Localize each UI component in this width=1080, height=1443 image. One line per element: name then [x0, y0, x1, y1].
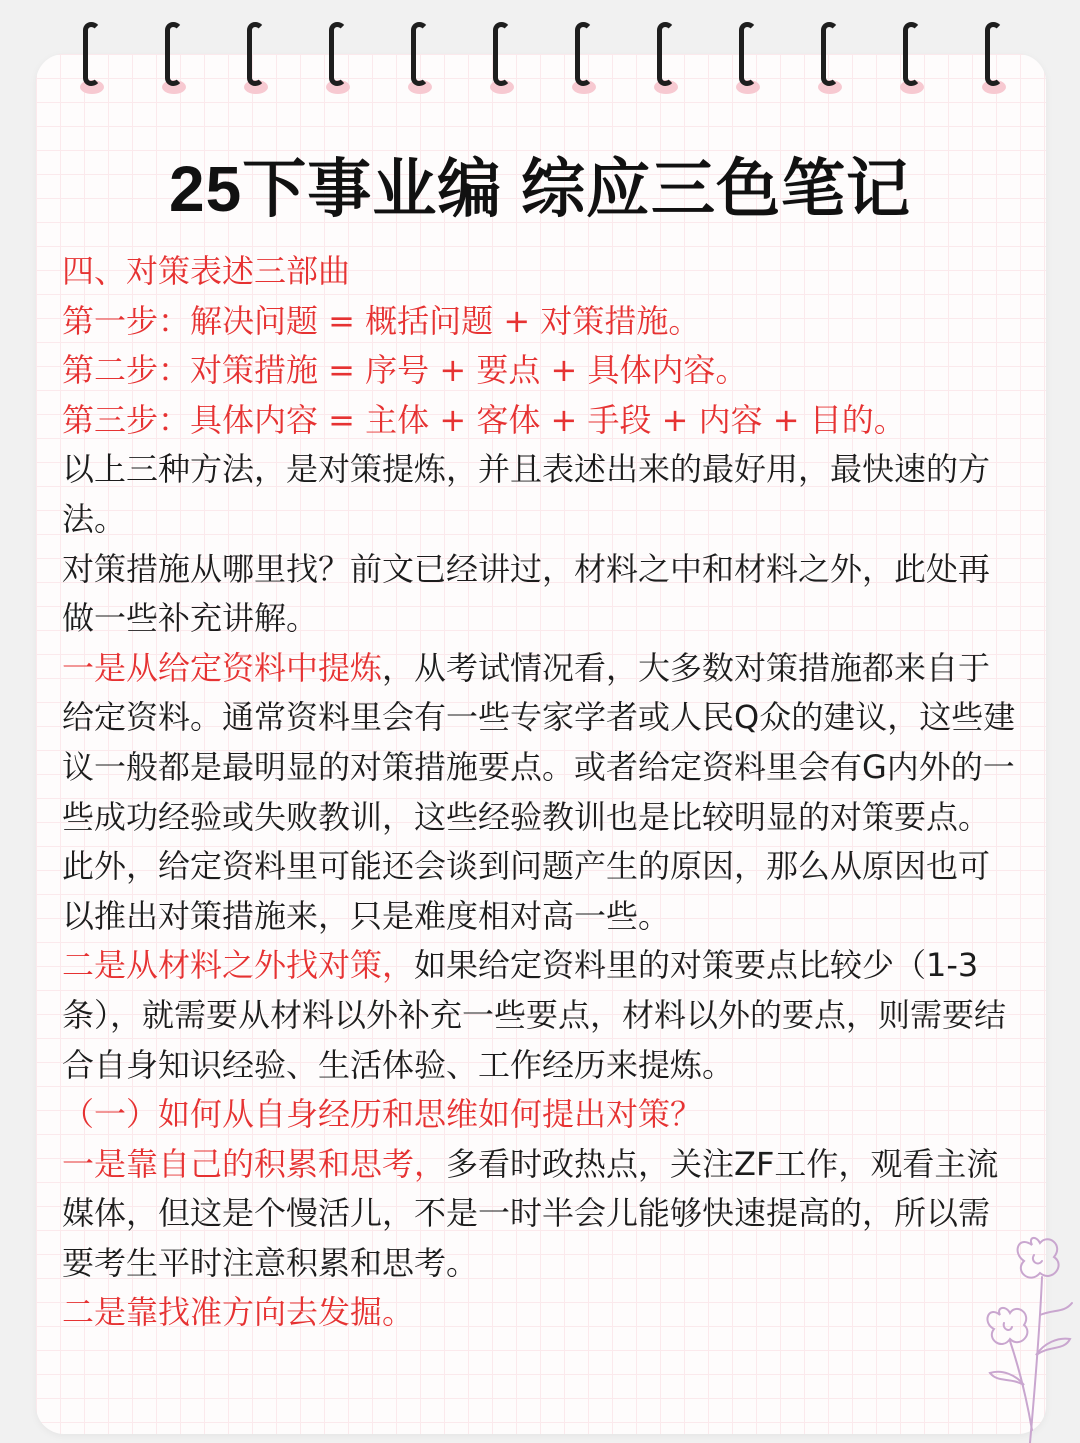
- note-body: [62, 247, 1020, 1338]
- highlight-text: 一是靠自己的积累和思考，: [62, 1144, 447, 1183]
- paragraph: [62, 297, 1020, 347]
- highlight-text: 第三步：具体内容 = 主体 + 客体 + 手段 + 内容 + 目的。: [62, 400, 906, 439]
- binding-ring-icon: [244, 22, 268, 94]
- binding-ring-icon: [736, 22, 760, 94]
- paragraph: [62, 941, 1020, 1090]
- binding-ring-icon: [654, 22, 678, 94]
- binding-ring-icon: [326, 22, 350, 94]
- body-text: ，从考试情况看，大多数对策措施都来自于给定资料。通常资料里会有一些专家学者或人民Q众的建议，这些建议一般都是最明显的对策措施要点。或者给定资料里会有G内外的一些成功经验或失败教训，这些经验教训也是比较明显的对策要点。此外，给定资料里可能还会谈到问题产生的原因，那么从原因也可以推出对策措施来，只是难度相对高一些。: [62, 648, 1016, 935]
- highlight-text: 第一步：解决问题 = 概括问题 + 对策措施。: [62, 301, 701, 340]
- flower-icon: [970, 1205, 1080, 1443]
- highlight-text: 第二步：对策措施 = 序号 + 要点 + 具体内容。: [62, 351, 748, 390]
- body-text: 如果给定资料里的对策要点比较少（1-3 条），就需要从材料以外补充一些要点，材料以外的要点，则需要结合自身知识经验、生活体验、工作经历来提炼。: [62, 946, 1007, 1084]
- binding-ring-icon: [572, 22, 596, 94]
- highlight-text: 二是靠找准方向去发掘。: [62, 1293, 415, 1332]
- highlight-text: （一）如何从自身经历和思维如何提出对策？: [62, 1095, 703, 1134]
- paragraph: [62, 445, 1020, 544]
- body-text: 以上三种方法，是对策提炼，并且表述出来的最好用，最快速的方法。: [62, 450, 991, 538]
- page-title: 25下事业编 综应三色笔记: [169, 153, 911, 225]
- body-text: 多看时政热点，关注ZF工作，观看主流媒体，但这是个慢活儿，不是一时半会儿能够快速提高的，所以需要考生平时注意积累和思考。: [62, 1144, 999, 1282]
- binding-ring-icon: [80, 22, 104, 94]
- paragraph: [62, 545, 1020, 644]
- binding-ring-icon: [982, 22, 1006, 94]
- body-text: 对策措施从哪里找？前文已经讲过，材料之中和材料之外，此处再做一些补充讲解。: [62, 549, 991, 638]
- binding-ring-icon: [900, 22, 924, 94]
- paragraph: [62, 346, 1020, 396]
- highlight-text: 四、对策表述三部曲: [62, 252, 351, 290]
- paragraph: [62, 396, 1020, 446]
- spiral-binding: [0, 0, 1080, 100]
- paragraph: [62, 1140, 1020, 1289]
- binding-ring-icon: [408, 22, 432, 94]
- paragraph: [62, 1288, 1020, 1338]
- highlight-text: 一是从给定资料中提炼: [62, 648, 383, 687]
- paragraph: [62, 247, 1020, 297]
- paragraph: [62, 1090, 1020, 1140]
- binding-ring-icon: [162, 22, 186, 94]
- paragraph: [62, 644, 1020, 942]
- binding-ring-icon: [818, 22, 842, 94]
- highlight-text: 二是从材料之外找对策，: [62, 946, 415, 985]
- binding-ring-icon: [490, 22, 514, 94]
